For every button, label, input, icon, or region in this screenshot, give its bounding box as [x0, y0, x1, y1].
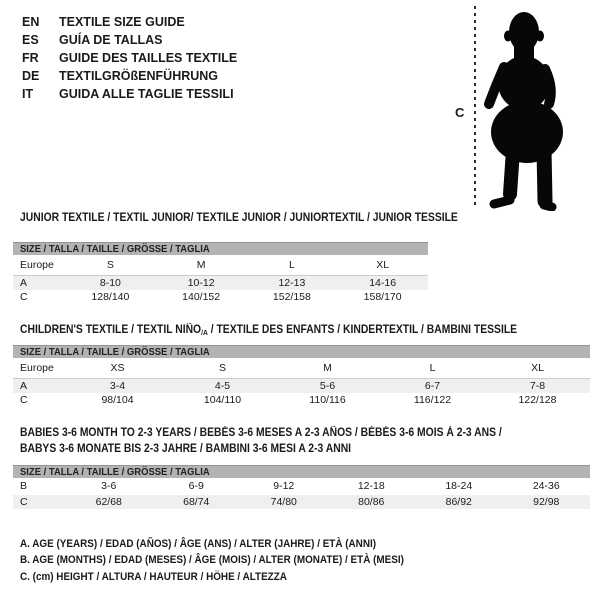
legend-age-years: A. AGE (YEARS) / EDAD (AÑOS) / ÂGE (ANS) / ALTER (JAHRE) / ETÀ (ANNI)	[20, 538, 377, 550]
size-value: 5-6	[319, 380, 336, 392]
table-row-age-months	[13, 478, 590, 495]
guide-title-es: GUÍA DE TALLAS	[59, 33, 163, 47]
legend-height-cm: C. (cm) HEIGHT / ALTURA / HAUTEUR / HÖHE / ALTEZZA	[20, 570, 287, 583]
baby-silhouette-icon	[482, 5, 586, 211]
size-value: 4-5	[214, 380, 231, 392]
size-value: 158/170	[363, 291, 402, 303]
guide-title-fr: GUIDE DES TAILLES TEXTILE	[59, 51, 238, 65]
size-header-bar: SIZE / TALLA / TAILLE / GRÖSSE / TAGLIA	[13, 465, 590, 478]
legend-age-months: B. AGE (MONTHS) / EDAD (MESES) / ÂGE (MOIS) / ALTER (MONATE) / ETÀ (MESI)	[20, 554, 404, 567]
language-code: IT	[22, 87, 34, 101]
row-label: C	[20, 394, 28, 406]
language-code: EN	[22, 15, 40, 29]
size-value: 74/80	[270, 496, 297, 508]
subscript-a: /A	[201, 328, 208, 337]
size-value: 104/110	[203, 394, 242, 406]
size-value: 86/92	[445, 496, 472, 508]
size-value: 92/98	[533, 496, 560, 508]
guide-title-en: TEXTILE SIZE GUIDE	[59, 15, 185, 29]
language-code: FR	[22, 51, 39, 65]
size-value: 140/152	[182, 291, 221, 303]
size-value: 3-4	[109, 380, 126, 392]
size-value: 122/128	[518, 394, 557, 406]
table-row-age	[13, 379, 590, 393]
row-label: Europe	[20, 362, 54, 374]
size-value: 128/140	[91, 291, 130, 303]
size-value: 68/74	[183, 496, 210, 508]
table-row-europe	[13, 255, 428, 276]
row-label: A	[20, 380, 28, 392]
size-value: 110/116	[309, 394, 346, 406]
size-value: XL	[531, 362, 544, 374]
size-value: S	[106, 259, 114, 271]
table-row-height	[13, 290, 428, 304]
size-value: 24-36	[532, 480, 560, 492]
size-header-bar: SIZE / TALLA / TAILLE / GRÖSSE / TAGLIA	[13, 242, 428, 255]
language-code: ES	[22, 33, 39, 47]
language-title-list	[22, 13, 237, 103]
size-value: 116/122	[413, 394, 452, 406]
height-measure-label: C	[455, 105, 465, 120]
junior-size-table	[13, 242, 428, 304]
guide-title-it: GUIDA ALLE TAGLIE TESSILI	[59, 87, 234, 101]
size-value: 6-9	[188, 480, 204, 492]
language-row-de	[22, 67, 237, 85]
size-value: 14-16	[369, 277, 397, 289]
size-value: 10-12	[187, 277, 215, 289]
size-value: 7-8	[529, 380, 546, 392]
size-value: S	[218, 362, 226, 374]
children-size-table	[13, 345, 590, 407]
size-value: 18-24	[445, 480, 473, 492]
height-measure-dotted-line	[474, 6, 476, 209]
size-value: 9-12	[273, 480, 295, 492]
row-label: C	[20, 291, 28, 303]
size-value: XS	[110, 362, 125, 374]
language-row-it	[22, 85, 237, 103]
language-row-en	[22, 13, 237, 31]
size-value: 62/68	[95, 496, 122, 508]
table-row-age	[13, 276, 428, 290]
size-value: 3-6	[101, 480, 117, 492]
size-value: 8-10	[99, 277, 121, 289]
children-section-title: CHILDREN'S TEXTILE / TEXTIL NIÑO/A / TEXTILE DES ENFANTS / KINDERTEXTIL / BAMBINI TESSILE	[20, 324, 518, 337]
babies-size-table	[13, 465, 590, 509]
size-value: 12-18	[357, 480, 385, 492]
size-value: 6-7	[424, 380, 441, 392]
row-label: Europe	[20, 259, 54, 271]
table-row-height	[13, 495, 590, 509]
size-value: L	[429, 362, 436, 374]
size-value: 98/104	[101, 394, 134, 406]
size-header-bar: SIZE / TALLA / TAILLE / GRÖSSE / TAGLIA	[13, 345, 590, 358]
guide-title-de: TEXTILGRÖßENFÜHRUNG	[59, 69, 219, 83]
measurement-legend	[20, 536, 447, 585]
size-value: M	[323, 362, 332, 374]
size-value: 12-13	[278, 277, 306, 289]
row-label: C	[20, 496, 28, 508]
size-value: M	[196, 259, 206, 271]
table-row-europe	[13, 358, 590, 379]
table-row-height	[13, 393, 590, 407]
size-value: 80/86	[358, 496, 385, 508]
size-value: XL	[376, 259, 390, 271]
junior-section-title: JUNIOR TEXTILE / TEXTIL JUNIOR/ TEXTILE JUNIOR / JUNIORTEXTIL / JUNIOR TESSILE	[20, 212, 458, 224]
babies-section-title: BABIES 3-6 MONTH TO 2-3 YEARS / BEBÉS 3-6 MESES A 2-3 AÑOS / BÉBÉS 3-6 MOIS À 2-3 ANS / BABYS 3-6 MONATE BIS 2-3 JAHRE / BAMBINI 3-6 MESI A 2-3 ANNI	[20, 427, 502, 455]
row-label: B	[20, 480, 28, 492]
size-value: L	[288, 259, 295, 271]
language-row-es	[22, 31, 237, 49]
language-row-fr	[22, 49, 237, 67]
size-value: 152/158	[272, 291, 311, 303]
row-label: A	[20, 277, 28, 289]
language-code: DE	[22, 69, 40, 83]
